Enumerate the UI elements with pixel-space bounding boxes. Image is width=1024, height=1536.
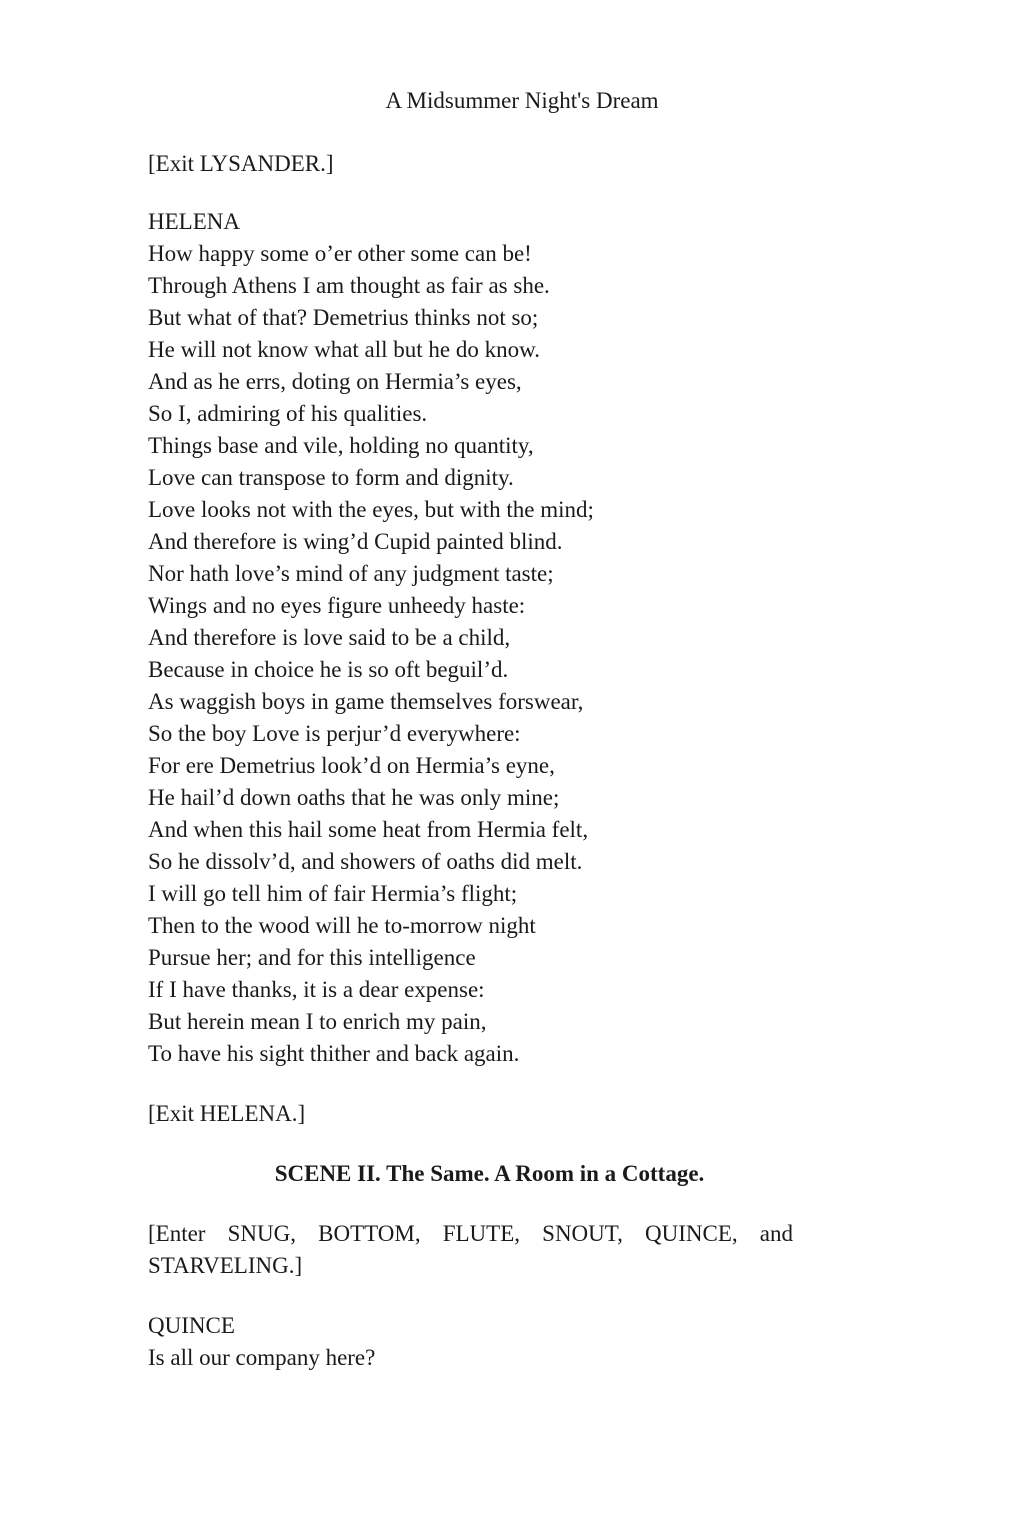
verse-line: Wings and no eyes figure unheedy haste:: [148, 593, 526, 618]
verse-line: Love looks not with the eyes, but with the mind;: [148, 497, 594, 522]
verse-line: For ere Demetrius look’d on Hermia’s eyne,: [148, 753, 555, 778]
speaker-name-quince: QUINCE: [148, 1313, 235, 1338]
verse-line: So I, admiring of his qualities.: [148, 401, 428, 426]
helena-speech: [148, 238, 793, 1070]
verse-line: Things base and vile, holding no quantity,: [148, 433, 534, 458]
scene-heading: SCENE II. The Same. A Room in a Cottage.: [274, 1161, 705, 1186]
verse-line: If I have thanks, it is a dear expense:: [148, 977, 485, 1002]
verse-line: And as he errs, doting on Hermia’s eyes,: [148, 369, 522, 394]
verse-line: To have his sight thither and back again.: [148, 1041, 520, 1066]
verse-line: Nor hath love’s mind of any judgment taste;: [148, 561, 554, 586]
verse-line: And when this hail some heat from Hermia felt,: [148, 817, 589, 842]
verse-line: And therefore is love said to be a child,: [148, 625, 511, 650]
verse-line: Pursue her; and for this intelligence: [148, 945, 476, 970]
verse-line: So he dissolv’d, and showers of oaths did melt.: [148, 849, 583, 874]
verse-line: Through Athens I am thought as fair as she.: [148, 273, 550, 298]
spacer: [148, 1070, 793, 1098]
verse-line: How happy some o’er other some can be!: [148, 241, 532, 266]
verse-line: So the boy Love is perjur’d everywhere:: [148, 721, 521, 746]
verse-line: He will not know what all but he do know.: [148, 337, 541, 362]
verse-line: Love can transpose to form and dignity.: [148, 465, 514, 490]
verse-line: Then to the wood will he to-morrow night: [148, 913, 536, 938]
spacer: [148, 180, 793, 206]
verse-line: But what of that? Demetrius thinks not so;: [148, 305, 539, 330]
verse-line: Because in choice he is so oft beguil’d.: [148, 657, 509, 682]
speaker-name-helena: HELENA: [148, 209, 240, 234]
verse-line: But herein mean I to enrich my pain,: [148, 1009, 487, 1034]
stage-direction-exit-lysander: [Exit LYSANDER.]: [148, 151, 334, 176]
verse-line: As waggish boys in game themselves forswear,: [148, 689, 584, 714]
spacer: [148, 1282, 793, 1310]
stage-direction-enter: [Enter SNUG, BOTTOM, FLUTE, SNOUT, QUINCE, and STARVELING.]: [148, 1221, 793, 1278]
spacer: [148, 1190, 793, 1218]
page-body: [148, 148, 793, 1374]
stage-direction-exit-helena: [Exit HELENA.]: [148, 1101, 306, 1126]
running-head-title: A Midsummer Night's Dream: [385, 88, 659, 113]
verse-line: I will go tell him of fair Hermia’s flight;: [148, 881, 518, 906]
verse-line: He hail’d down oaths that he was only mine;: [148, 785, 560, 810]
quince-speech-line: Is all our company here?: [148, 1345, 376, 1370]
verse-line: And therefore is wing’d Cupid painted blind.: [148, 529, 563, 554]
spacer: [148, 1130, 793, 1158]
